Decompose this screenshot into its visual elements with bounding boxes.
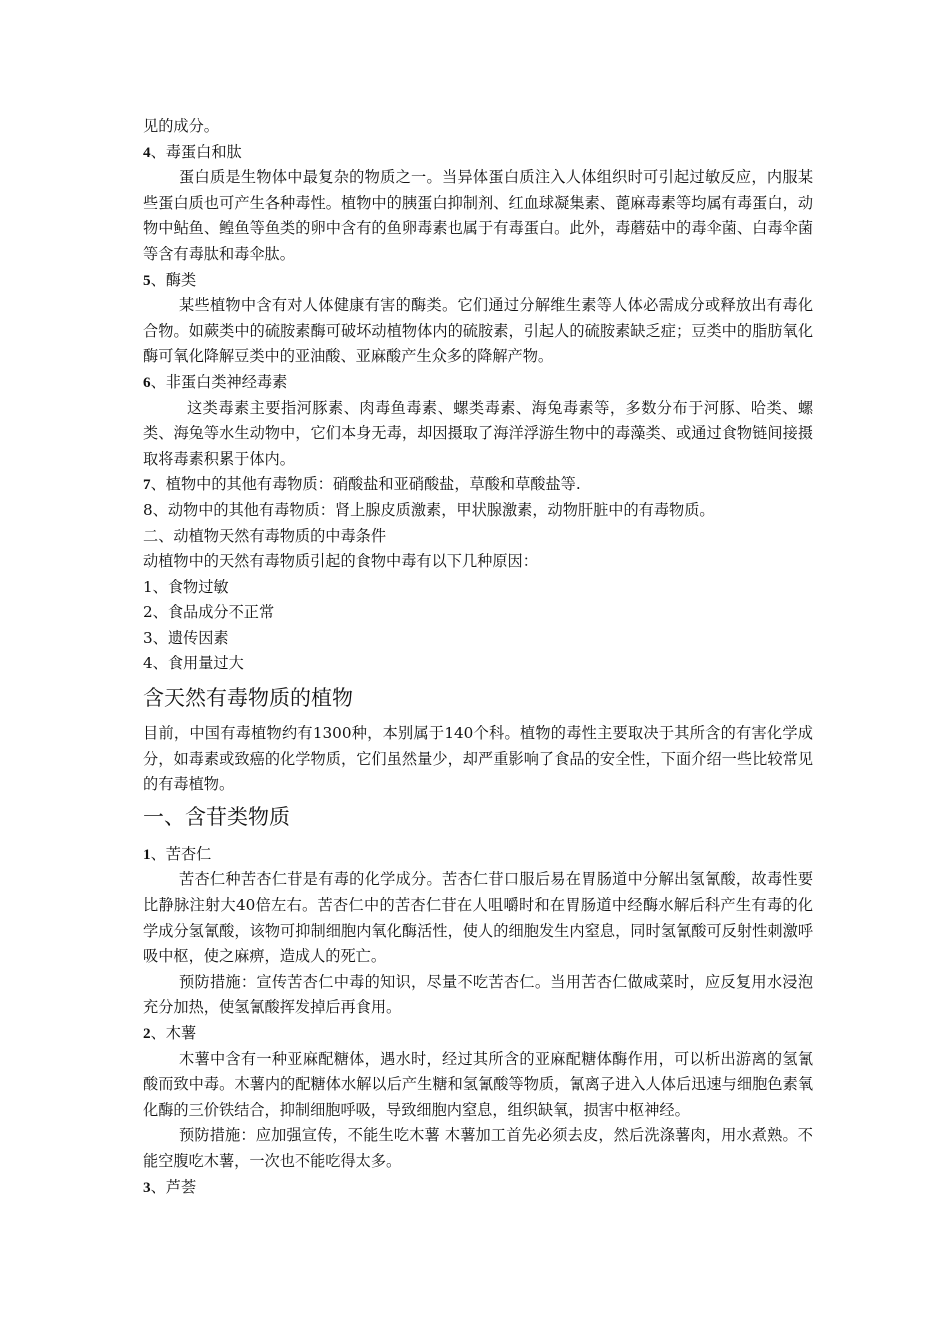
text-line: 二、动植物天然有毒物质的中毒条件: [143, 526, 386, 545]
text-line: 见的成分。: [143, 117, 219, 135]
text-line: 8、动物中的其他有毒物质：肾上腺皮质激素，甲状腺激素，动物肝脏中的有毒物质。: [143, 500, 715, 519]
heading-text: 、毒蛋白和肽: [150, 142, 242, 161]
heading-number: 2: [143, 1025, 151, 1042]
heading-number: 6: [143, 373, 151, 391]
heading-text: 、非蛋白类神经毒素: [150, 372, 288, 391]
paragraph: 目前，中国有毒植物约有1300种，本别属于140个科。植物的毒性主要取决于其所含的有害化学成分，如毒素或致癌的化学物质，它们虽然量少，却严重影响了食品的安全性，下面介绍一些比较常见的有毒植物。: [143, 724, 813, 794]
heading-text: 、苦杏仁: [150, 844, 212, 863]
heading-number: 5: [143, 271, 151, 289]
paragraph: 预防措施：应加强宣传，不能生吃木薯 木薯加工首先必须去皮，然后洗涤薯肉，用水煮熟。不能空腹吃木薯，一次也不能吃得太多。: [143, 1126, 813, 1170]
text-line: 3、遗传因素: [143, 628, 229, 647]
numbered-heading: [143, 140, 813, 166]
paragraph: 预防措施：宣传苦杏仁中毒的知识，尽量不吃苦杏仁。当用苦杏仁做咸菜时，应反复用水浸泡充分加热，使氢氰酸挥发掉后再食用。: [143, 972, 813, 1017]
numbered-heading: [143, 268, 813, 294]
heading-number: 7: [143, 476, 151, 494]
heading-number: 4: [143, 143, 151, 161]
numbered-heading: [143, 370, 813, 396]
heading-number: 3: [143, 1178, 151, 1196]
text-line: 4、食用量过大: [143, 654, 244, 673]
document-body: [143, 114, 813, 1200]
numbered-heading: [143, 1175, 813, 1201]
subsection-title: 一、含苷类物质: [143, 804, 290, 829]
heading-text: 、酶类: [150, 270, 197, 289]
numbered-heading: [143, 472, 813, 498]
paragraph: 木薯中含有一种亚麻配糖体，遇水时，经过其所含的亚麻配糖体酶作用，可以析出游离的氢氰酸而致中毒。木薯内的配糖体水解以后产生糖和氢氰酸等物质，氰离子进入人体后迅速与细胞色素氧化酶的三价铁结合，抑制细胞呼吸，导致细胞内窒息，组织缺氧，损害中枢神经。: [143, 1049, 813, 1119]
heading-number: 1: [143, 845, 151, 863]
numbered-heading: [143, 842, 813, 868]
paragraph: 蛋白质是生物体中最复杂的物质之一。当异体蛋白质注入人体组织时可引起过敏反应，内服某些蛋白质也可产生各种毒性。植物中的胰蛋白抑制剂、红血球凝集素、蓖麻毒素等均属有毒蛋白，动物中鲇鱼、鳇鱼等鱼类的卵中含有的鱼卵毒素也属于有毒蛋白。此外，毒蘑菇中的毒伞菌、白毒伞菌等含有毒肽和毒伞肽。: [143, 168, 813, 263]
text-line: 动植物中的天然有毒物质引起的食物中毒有以下几种原因：: [143, 552, 538, 571]
heading-text: 、木薯: [150, 1024, 197, 1042]
section-title: 含天然有毒物质的植物: [143, 686, 353, 711]
paragraph: 某些植物中含有对人体健康有害的酶类。它们通过分解维生素等人体必需成分或释放出有毒化合物。如蕨类中的硫胺素酶可破坏动植物体内的硫胺素，引起人的硫胺素缺乏症；豆类中的脂肪氧化酶可氧化降解豆类中的亚油酸、亚麻酸产生众多的降解产物。: [143, 296, 813, 366]
paragraph: 这类毒素主要指河豚素、肉毒鱼毒素、螺类毒素、海兔毒素等，多数分布于河豚、哈类、螺类、海兔等水生动物中，它们本身无毒，却因摄取了海洋浮游生物中的毒藻类、或通过食物链间接摄取将毒素积累于体内。: [143, 398, 813, 468]
text-line: 2、食品成分不正常: [143, 603, 275, 622]
text-line: 1、食物过敏: [143, 577, 229, 596]
heading-text: 、植物中的其他有毒物质：硝酸盐和亚硝酸盐，草酸和草酸盐等.: [150, 475, 581, 494]
numbered-heading: [143, 1021, 813, 1047]
heading-text: 、芦荟: [150, 1177, 197, 1196]
paragraph: 苦杏仁种苦杏仁苷是有毒的化学成分。苦杏仁苷口服后易在胃肠道中分解出氢氰酸，故毒性要比静脉注射大40倍左右。苦杏仁中的苦杏仁苷在人咀嚼时和在胃肠道中经酶水解后科产生有毒的化学成分氢氰酸，该物可抑制细胞内氧化酶活性，使人的细胞发生内窒息，同时氢氰酸可反射性刺激呼吸中枢，使之麻痹，造成人的死亡。: [143, 870, 813, 966]
